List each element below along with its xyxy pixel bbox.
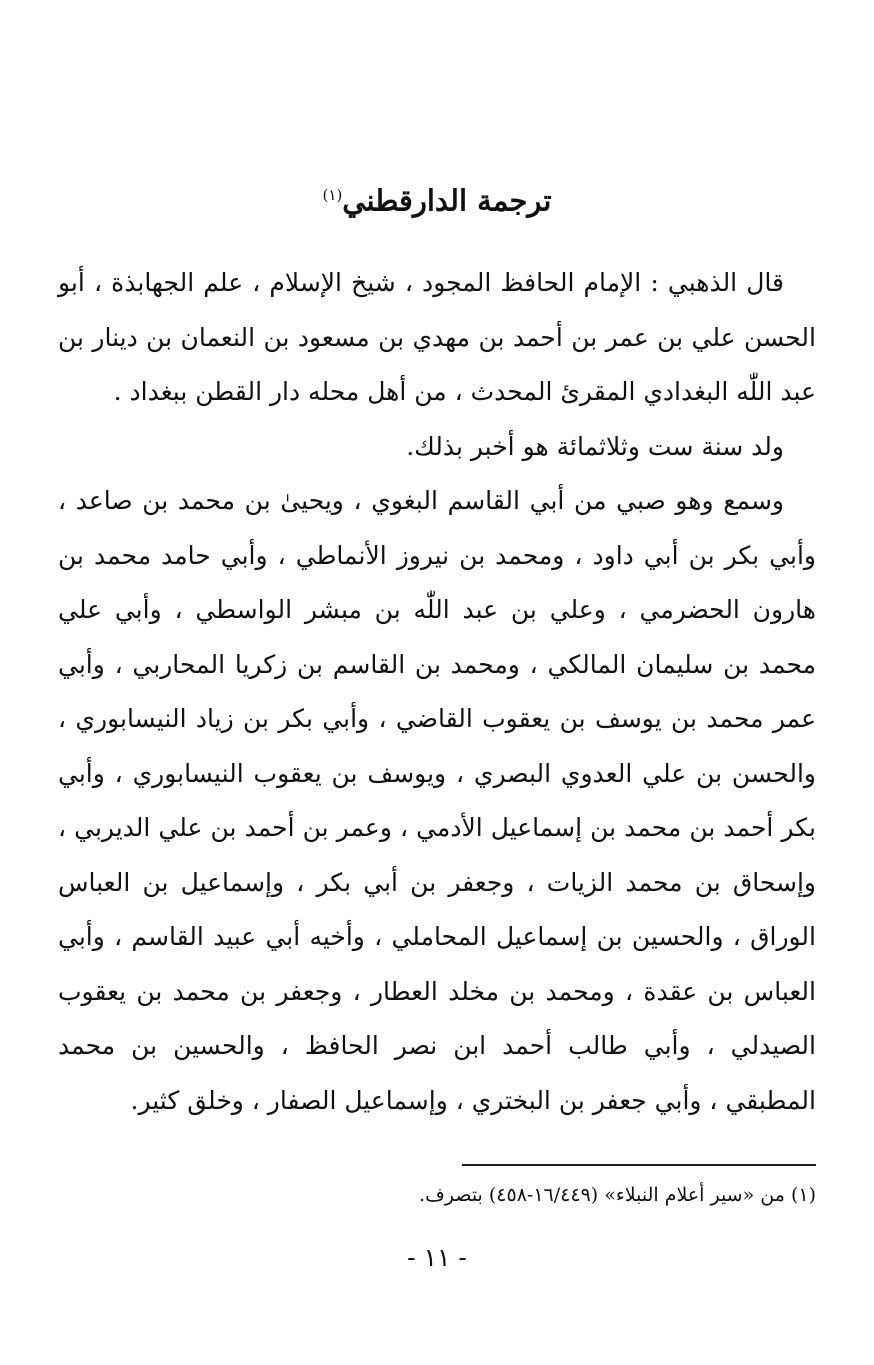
chapter-title-text: ترجمة الدارقطني bbox=[342, 183, 552, 218]
main-text bbox=[58, 256, 816, 1128]
footnote: (١) من «سير أعلام النبلاء» (١٦/٤٤٩-٤٥٨) بتصرف. bbox=[419, 1184, 816, 1206]
footnote-reference: (١) bbox=[322, 186, 343, 204]
chapter-title bbox=[0, 170, 874, 226]
footnote-divider bbox=[462, 1164, 816, 1166]
paragraph-teachers: وسمع وهو صبي من أبي القاسم البغوي ، ويحيىٰ بن محمد بن صاعد ، وأبي بكر بن أبي داود ، ومحمد بن نيروز الأنماطي ، وأبي حامد محمد بن هارون الحضرمي ، وعلي بن عبد اللّٰه بن مبشر الواسطي ، وأبي علي محمد بن سليمان المالكي ، ومحمد بن القاسم بن زكريا المحاربي ، وأبي عمر محمد بن يوسف بن يعقوب القاضي ، وأبي بكر بن زياد النيسابوري ، والحسن بن علي العدوي البصري ، ويوسف بن يعقوب النيسابوري ، وأبي بكر أحمد بن محمد بن إسماعيل الأدمي ، وعمر بن أحمد بن علي الديربي ، وإسحاق بن محمد الزيات ، وجعفر بن أبي بكر ، وإسماعيل بن العباس الوراق ، والحسين بن إسماعيل المحاملي ، وأخيه أبي عبيد القاسم ، وأبي العباس بن عقدة ، ومحمد بن مخلد العطار ، وجعفر بن محمد بن يعقوب الصيدلي ، وأبي طالب أحمد ابن نصر الحافظ ، والحسين بن محمد المطبقي ، وأبي جعفر بن البختري ، وإسماعيل الصفار ، وخلق كثير. bbox=[58, 486, 816, 1115]
paragraph-intro: قال الذهبي : الإمام الحافظ المجود ، شيخ الإسلام ، علم الجهابذة ، أبو الحسن علي بن عمر بن أحمد بن مهدي بن مسعود بن النعمان بن دينار بن عبد اللّٰه البغدادي المقرئ المحدث ، من أهل محله دار القطن ببغداد . bbox=[58, 268, 816, 406]
page-number: - ١١ - bbox=[407, 1243, 467, 1272]
paragraph-birth: ولد سنة ست وثلاثمائة هو أخبر بذلك. bbox=[406, 431, 784, 461]
